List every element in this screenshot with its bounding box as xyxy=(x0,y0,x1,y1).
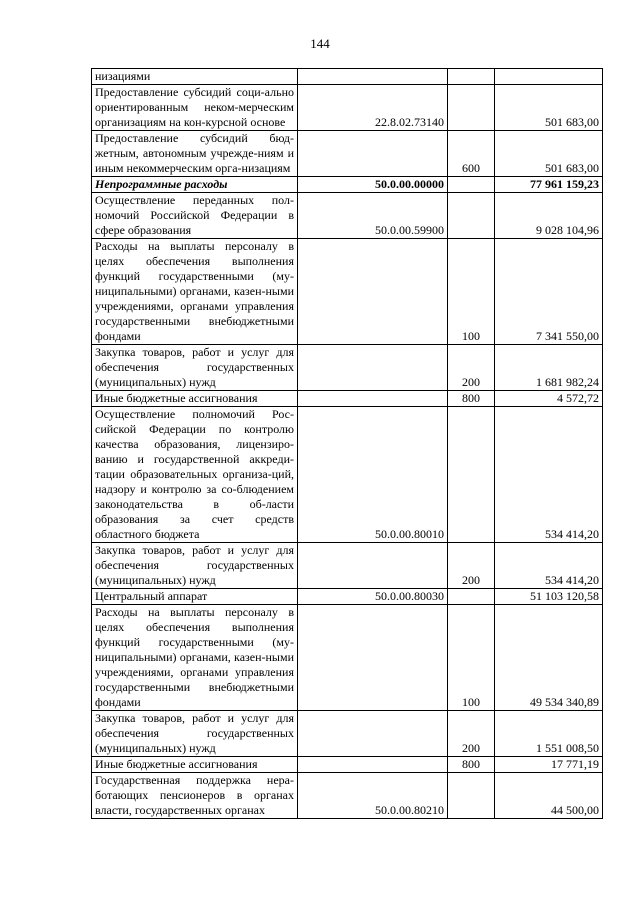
table-row xyxy=(92,85,603,131)
row-expense-type: 100 xyxy=(448,605,495,711)
row-target-code xyxy=(298,345,448,391)
row-name: Расходы на выплаты персоналу в целях обеспечения выполнения функций государственными (му-ниципальными) органами, казен-ными учреждениями, органами управления государственными внебюджетными фондами xyxy=(92,605,298,711)
row-target-code: 50.0.00.59900 xyxy=(298,193,448,239)
row-name: Закупка товаров, работ и услуг для обеспечения государственных (муниципальных) нужд xyxy=(92,543,298,589)
row-target-code: 50.0.00.80030 xyxy=(298,589,448,605)
table-row xyxy=(92,773,603,819)
table-row xyxy=(92,131,603,177)
row-target-code xyxy=(298,131,448,177)
row-name: Иные бюджетные ассигнования xyxy=(92,391,298,407)
row-target-code xyxy=(298,605,448,711)
row-amount xyxy=(495,69,603,85)
row-expense-type: 200 xyxy=(448,543,495,589)
row-amount: 1 681 982,24 xyxy=(495,345,603,391)
row-amount: 4 572,72 xyxy=(495,391,603,407)
page-number: 144 xyxy=(310,36,330,51)
row-name: Предоставление субсидий соци-ально ориентированным неком-мерческим организациям на кон-курсной основе xyxy=(92,85,298,131)
table-row xyxy=(92,757,603,773)
row-expense-type xyxy=(448,177,495,193)
table-row xyxy=(92,711,603,757)
row-amount: 501 683,00 xyxy=(495,85,603,131)
row-target-code xyxy=(298,757,448,773)
row-name: Расходы на выплаты персоналу в целях обеспечения выполнения функций государственными (му-ниципальными) органами, казен-ными учреждениями, органами управления государственными внебюджетными фондами xyxy=(92,239,298,345)
row-name: Центральный аппарат xyxy=(92,589,298,605)
row-name: Непрограммные расходы xyxy=(92,177,298,193)
row-expense-type: 100 xyxy=(448,239,495,345)
row-amount: 534 414,20 xyxy=(495,407,603,543)
row-target-code: 50.0.00.00000 xyxy=(298,177,448,193)
row-target-code: 50.0.00.80210 xyxy=(298,773,448,819)
row-expense-type xyxy=(448,589,495,605)
budget-table-body xyxy=(92,69,603,819)
row-amount: 51 103 120,58 xyxy=(495,589,603,605)
row-expense-type xyxy=(448,69,495,85)
row-expense-type: 800 xyxy=(448,391,495,407)
table-row xyxy=(92,391,603,407)
row-amount: 77 961 159,23 xyxy=(495,177,603,193)
table-row xyxy=(92,177,603,193)
row-target-code xyxy=(298,69,448,85)
budget-table xyxy=(91,68,603,819)
row-name: Осуществление переданных пол-номочий Российской Федерации в сфере образования xyxy=(92,193,298,239)
row-target-code xyxy=(298,239,448,345)
row-amount: 501 683,00 xyxy=(495,131,603,177)
row-amount: 9 028 104,96 xyxy=(495,193,603,239)
row-expense-type: 800 xyxy=(448,757,495,773)
row-expense-type: 200 xyxy=(448,711,495,757)
table-row xyxy=(92,407,603,543)
row-name: Предоставление субсидий бюд-жетным, автономным учрежде-ниям и иным некоммерческим орга-низациям xyxy=(92,131,298,177)
row-name: Государственная поддержка нера-ботающих пенсионеров в органах власти, государственных органах xyxy=(92,773,298,819)
row-amount: 44 500,00 xyxy=(495,773,603,819)
table-row xyxy=(92,589,603,605)
row-expense-type xyxy=(448,407,495,543)
row-amount: 49 534 340,89 xyxy=(495,605,603,711)
row-amount: 7 341 550,00 xyxy=(495,239,603,345)
table-row xyxy=(92,193,603,239)
row-expense-type: 200 xyxy=(448,345,495,391)
row-expense-type xyxy=(448,773,495,819)
row-name: низациями xyxy=(92,69,298,85)
row-target-code xyxy=(298,543,448,589)
table-row xyxy=(92,69,603,85)
row-expense-type: 600 xyxy=(448,131,495,177)
table-row xyxy=(92,239,603,345)
row-amount: 1 551 008,50 xyxy=(495,711,603,757)
row-name: Закупка товаров, работ и услуг для обеспечения государственных (муниципальных) нужд xyxy=(92,711,298,757)
row-name: Иные бюджетные ассигнования xyxy=(92,757,298,773)
row-expense-type xyxy=(448,193,495,239)
table-row xyxy=(92,345,603,391)
row-amount: 17 771,19 xyxy=(495,757,603,773)
row-amount: 534 414,20 xyxy=(495,543,603,589)
table-row xyxy=(92,543,603,589)
row-target-code: 50.0.00.80010 xyxy=(298,407,448,543)
table-row xyxy=(92,605,603,711)
row-target-code: 22.8.02.73140 xyxy=(298,85,448,131)
row-target-code xyxy=(298,391,448,407)
row-target-code xyxy=(298,711,448,757)
row-expense-type xyxy=(448,85,495,131)
row-name: Осуществление полномочий Рос-сийской Федерации по контролю качества образования, лицензиро-ванию и государственной аккреди-тации образовательных организа-ций, надзору и контролю за со-блюдением законодательства в об-ласти образования за счет средств областного бюджета xyxy=(92,407,298,543)
row-name: Закупка товаров, работ и услуг для обеспечения государственных (муниципальных) нужд xyxy=(92,345,298,391)
